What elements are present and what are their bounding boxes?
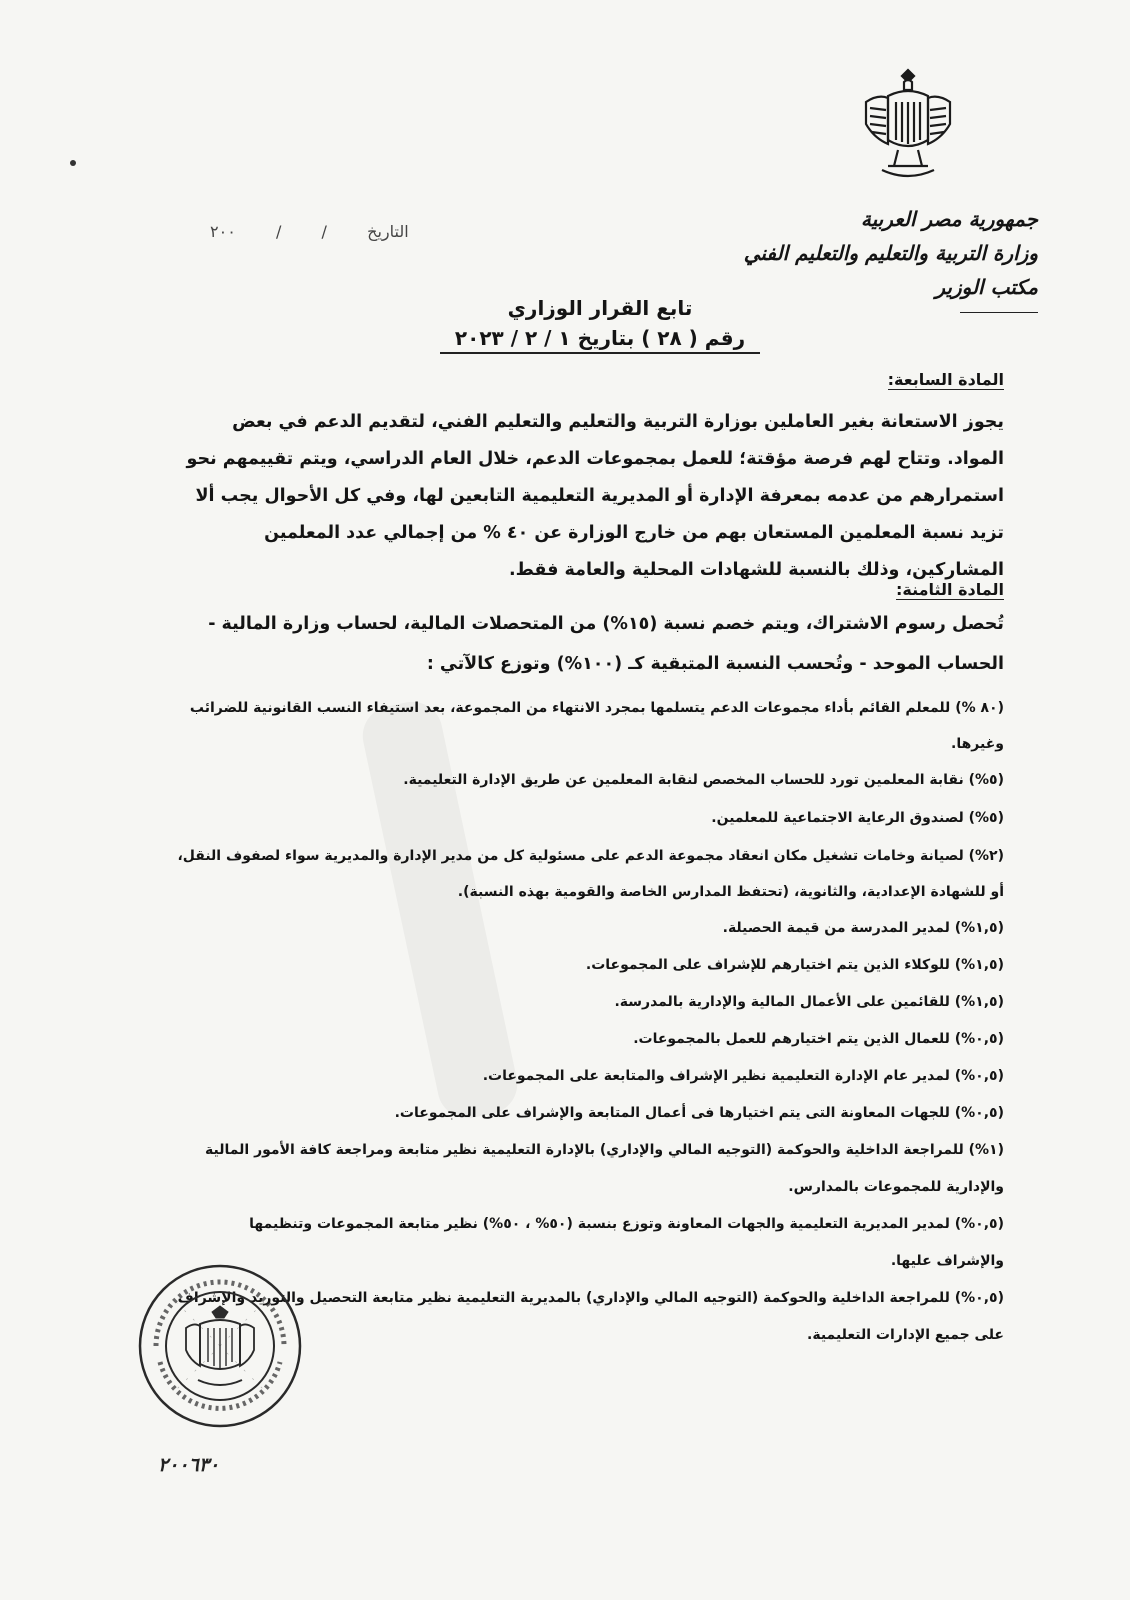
date-line — [210, 222, 409, 241]
list-item: (٠,٥%) للجهات المعاونة التى يتم اختيارها فى أعمال المتابعة والإشراف على المجموعات. — [394, 1105, 1004, 1121]
date-year: ٢٠٠ — [210, 222, 236, 241]
ministry-name: وزارة التربية والتعليم والتعليم الفني — [743, 241, 1038, 265]
list-item: (٠,٥%) لمدير المديرية التعليمية والجهات المعاونة وتوزع بنسبة (٥٠% ، ٥٠%) نظير متابعة المجموعات وتنظيمها والإشراف عليها. — [249, 1216, 1004, 1269]
date-slash: / — [321, 222, 327, 241]
article7-line: استمرارهم من عدمه بمعرفة الإدارة أو المديرية التعليمية التابعين لها، وفي كل الأحوال يجب ألا — [195, 486, 1004, 506]
article8-body — [160, 604, 1004, 684]
list-item: (٥%) لصندوق الرعاية الاجتماعية للمعلمين. — [711, 810, 1004, 826]
official-seal-icon — [136, 1262, 304, 1430]
list-item: (٠,٥%) للمراجعة الداخلية والحوكمة (التوجيه المالي والإداري) بالمديرية التعليمية نظير متابعة التحصيل والتوريد والإشراف على جميع الإدارات التعليمية. — [177, 1290, 1004, 1343]
article8-line: تُحصل رسوم الاشتراك، ويتم خصم نسبة (١٥%) من المتحصلات المالية، لحساب وزارة المالية - — [208, 614, 1004, 634]
scan-speck — [70, 160, 76, 166]
list-item: (١%) للمراجعة الداخلية والحوكمة (التوجيه المالي والإداري) بالإدارة التعليمية نظير متابعة ومراجعة كافة الأمور المالية والإدارية للمجموعات بالمدارس. — [205, 1142, 1004, 1195]
list-item: (٠,٥%) لمدير عام الإدارة التعليمية نظير الإشراف والمتابعة على المجموعات. — [482, 1068, 1004, 1084]
country-name: جمهورية مصر العربية — [860, 207, 1038, 231]
article7-line: تزيد نسبة المعلمين المستعان بهم من خارج الوزارة عن ٤٠ % من إجمالي عدد المعلمين — [264, 523, 1004, 543]
article7-heading: المادة السابعة: — [887, 370, 1004, 389]
ministry-header — [738, 202, 1038, 313]
decree-number: رقم ( ٢٨ ) بتاريخ ١ / ٢ / ٢٠٢٣ — [440, 326, 760, 354]
article8-line: الحساب الموحد - وتُحسب النسبة المتبقية كـ (١٠٠%) وتوزع كالآتي : — [426, 654, 1004, 674]
eagle-emblem-icon — [858, 68, 958, 186]
list-item: (١,٥%) لمدير المدرسة من قيمة الحصيلة. — [722, 920, 1004, 936]
article7-line: يجوز الاستعانة بغير العاملين بوزارة التربية والتعليم والتعليم الفني، لتقديم الدعم في بعض — [232, 412, 1004, 432]
list-item: (٥%) نقابة المعلمين تورد للحساب المخصص لنقابة المعلمين عن طريق الإدارة التعليمية. — [403, 772, 1004, 788]
article7-body — [160, 382, 1004, 589]
date-label: التاريخ — [367, 222, 409, 241]
office-name: مكتب الوزير — [935, 275, 1038, 299]
article8-heading: المادة الثامنة: — [895, 580, 1004, 599]
handwritten-number: ٢٠٠٦٣٠ — [158, 1454, 220, 1476]
list-item: (٨٠ %) للمعلم القائم بأداء مجموعات الدعم يتسلمها بمجرد الانتهاء من المجموعة، بعد استيفاء النسب القانونية للضرائب وغيرها. — [189, 700, 1004, 752]
article7-line: المواد. وتتاح لهم فرصة مؤقتة؛ للعمل بمجموعات الدعم، خلال العام الدراسي، ويتم تقييمهم نحو — [186, 449, 1004, 469]
list-item: (١,٥%) للوكلاء الذين يتم اختيارهم للإشراف على المجموعات. — [585, 957, 1004, 973]
date-slash-2: / — [275, 222, 282, 241]
decree-title: تابع القرار الوزاري — [507, 296, 693, 320]
distribution-list — [150, 690, 1004, 1354]
list-item: (١,٥%) للقائمين على الأعمال المالية والإدارية بالمدرسة. — [614, 994, 1004, 1010]
header-rule — [960, 312, 1038, 313]
list-item: (٠,٥%) للعمال الذين يتم اختيارهم للعمل بالمجموعات. — [633, 1031, 1004, 1047]
list-item: (٢%) لصيانة وخامات تشغيل مكان انعقاد مجموعة الدعم على مسئولية كل من مدير الإدارة والمديرية سواء لصفوف النقل، أو للشهادة الإعدادية، والثانوية، (تحتفظ المدارس الخاصة والقومية بهذه النسبة). — [177, 848, 1004, 900]
article7-line: المشاركين، وذلك بالنسبة للشهادات المحلية والعامة فقط. — [509, 560, 1004, 580]
